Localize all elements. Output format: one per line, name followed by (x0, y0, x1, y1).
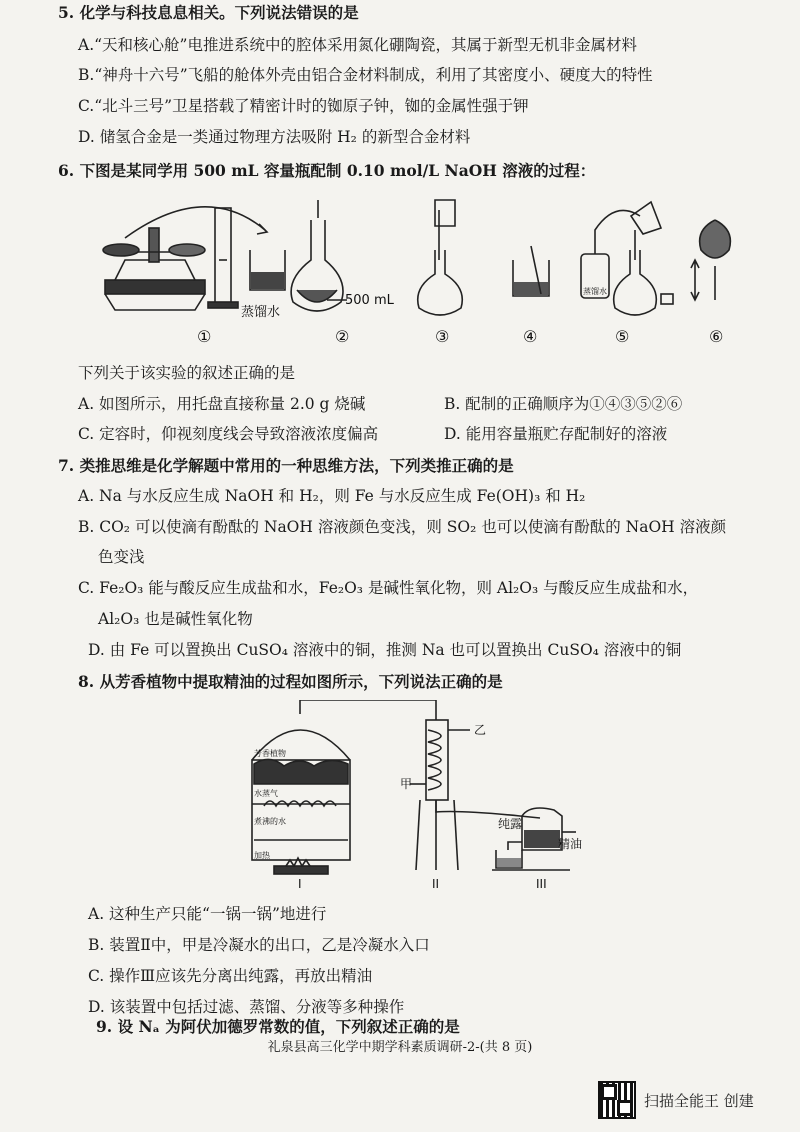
oil-label: 精油 (558, 837, 583, 851)
page-footer: 礼泉县高三化学中期学科素质调研-2-(共 8 页) (267, 1040, 533, 1055)
heat-label: 加热 (254, 851, 270, 860)
beaker-stirring-icon (513, 246, 549, 296)
step-4-label: ④ (523, 327, 538, 346)
step-2-label: ② (335, 327, 350, 346)
step-6-label: ⑥ (709, 327, 724, 346)
q7-option-d: D. 由 Fe 可以置换出 CuSO₄ 溶液中的铜，推测 Na 也可以置换出 CuSO₄ 溶液中的铜 (88, 641, 682, 659)
balance-icon (103, 228, 205, 310)
q7-option-b-cont: 色变浅 (98, 548, 145, 566)
water-label: 蒸馏水 (241, 305, 281, 320)
coil-condenser-icon (410, 720, 470, 870)
q8-option-c: C. 操作Ⅲ应该先分离出纯露，再放出精油 (88, 967, 373, 985)
volumetric-flask-icon (291, 200, 347, 311)
q7-option-c-cont: Al₂O₃ 也是碱性氧化物 (98, 610, 253, 628)
q8-distillation-diagram (240, 700, 600, 890)
vapor-pipe-icon (300, 700, 436, 720)
q7-option-a: A. Na 与水反应生成 NaOH 和 H₂，则 Fe 与水反应生成 Fe(OH)₃ 和 H₂ (78, 487, 586, 505)
q7-option-b: B. CO₂ 可以使滴有酚酞的 NaOH 溶液颜色变浅，则 SO₂ 也可以使滴有酚酞的 NaOH 溶液颜 (78, 518, 727, 536)
flask-inverting-icon (691, 220, 730, 300)
device-3-label: III (536, 877, 547, 890)
wash-bottle-label: 蒸馏水 (583, 287, 607, 296)
steam-label: 水蒸气 (254, 789, 278, 798)
transfer-arrow-icon (125, 207, 265, 238)
q6-figure (95, 190, 735, 350)
qr-code-icon (598, 1081, 636, 1119)
q5-stem: 5. 化学与科技息息相关。下列说法错误的是 (58, 3, 359, 22)
dew-label: 纯露 (498, 817, 523, 831)
q9-stem: 9. 设 Nₐ 为阿伏加德罗常数的值，下列叙述正确的是 (96, 1017, 460, 1036)
wash-bottle-flask-icon (581, 202, 673, 315)
yi-label: 乙 (474, 723, 487, 737)
device-1-label: I (298, 877, 302, 890)
q5-option-b: B.“神舟十六号”飞船的舱体外壳由铝合金材料制成，利用了其密度小、硬度大的特性 (78, 66, 653, 84)
q7-stem: 7. 类推思维是化学解题中常用的一种思维方法，下列类推正确的是 (58, 456, 514, 475)
q8-option-a: A. 这种生产只能“一锅一锅”地进行 (88, 905, 327, 923)
step-1-label: ① (197, 327, 212, 346)
volume-label: 500 mL (345, 293, 394, 308)
beaker-icon (250, 250, 285, 290)
q5-option-d: D. 储氢合金是一类通过物理方法吸附 H₂ 的新型合金材料 (78, 128, 471, 146)
boiling-water-label: 煮沸的水 (254, 817, 286, 826)
q6-intro: 下列关于该实验的叙述正确的是 (78, 364, 296, 382)
plant-label: 芳香植物 (254, 749, 286, 758)
jia-label: 甲 (400, 777, 413, 791)
q8-stem: 8. 从芳香植物中提取精油的过程如图所示，下列说法正确的是 (78, 672, 503, 691)
q6-stem: 6. 下图是某同学用 500 mL 容量瓶配制 0.10 mol/L NaOH 溶液的过程： (58, 161, 596, 180)
scanner-text: 扫描全能王 创建 (644, 1091, 754, 1110)
q7-option-c: C. Fe₂O₃ 能与酸反应生成盐和水，Fe₂O₃ 是碱性氧化物，则 Al₂O₃ 与酸反应生成盐和水， (78, 579, 699, 597)
q8-option-d: D. 该装置中包括过滤、蒸馏、分液等多种操作 (88, 998, 405, 1016)
q5-option-c: C.“北斗三号”卫星搭载了精密计时的铷原子钟，铷的金属性强于钾 (78, 97, 529, 115)
q6-option-d: D. 能用容量瓶贮存配制好的溶液 (444, 425, 668, 443)
step-3-label: ③ (435, 327, 450, 346)
q6-option-c: C. 定容时，仰视刻度线会导致溶液浓度偏高 (78, 425, 379, 443)
q6-option-b: B. 配制的正确顺序为①④③⑤②⑥ (444, 395, 683, 413)
step-5-label: ⑤ (615, 327, 630, 346)
measuring-cylinder-icon (208, 208, 238, 308)
flask-pouring-icon (418, 200, 463, 315)
q6-option-a: A. 如图所示，用托盘直接称量 2.0 g 烧碱 (78, 395, 366, 413)
q6-solution-prep-diagram (95, 190, 735, 350)
scanner-watermark (598, 1080, 754, 1120)
device-2-label: II (432, 877, 440, 890)
q8-option-b: B. 装置Ⅱ中，甲是冷凝水的出口，乙是冷凝水入口 (88, 936, 430, 954)
q8-figure (240, 700, 600, 890)
q5-option-a: A.“天和核心舱”电推进系统中的腔体采用氮化硼陶瓷，其属于新型无机非金属材料 (78, 36, 637, 54)
